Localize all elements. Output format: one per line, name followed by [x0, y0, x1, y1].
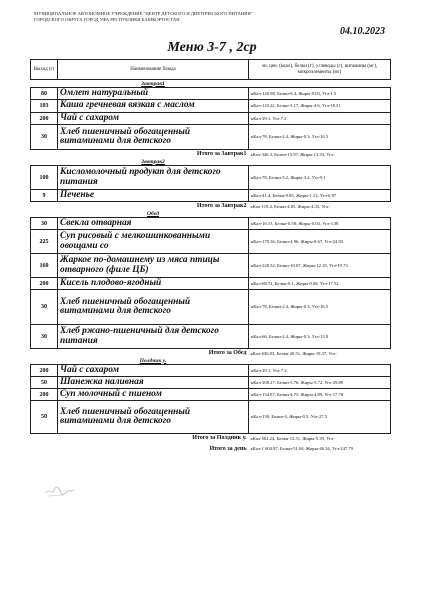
dish-name: Каша гречневая вязкая с маслом: [58, 100, 249, 113]
section-total-row: [31, 434, 391, 443]
day-total-value: кКал-1 604.87, Белки-51.04, Жиры-46.34, Угл-247.79: [250, 446, 353, 451]
nutrition-cell: кКал-66, Белки-2.4, Жиры-0.3, Угл-13.8: [249, 325, 391, 349]
table-row: [31, 218, 391, 230]
output-cell: 30: [31, 325, 58, 349]
dish-name: Свекла отварная: [58, 218, 249, 230]
nutrition-cell: кКал-78, Белки-3.2, Жиры-3.2, Угл-9.1: [249, 166, 391, 190]
nutrition-cell: кКал-29.1, Угл-7.2: [249, 365, 391, 377]
dish-name: Чай с сахаром: [58, 365, 249, 377]
organization-name: МУНИЦИПАЛЬНОЕ АВТОНОМНОЕ УЧРЕЖДЕНИЕ "ЦЕНТР ДЕТСКОГО И ДИЕТИЧЕСКОГО ПИТАНИЯ" ГОРОДСКОГО ОКРУГА ГОРОД УФА РЕСПУБЛИКИ БАШКОРТОСТАН: [34, 11, 253, 22]
output-cell: 50: [31, 377, 58, 389]
dish-name: Хлеб пшеничный обогащенный витаминами для детского: [58, 401, 249, 434]
nutrition-cell: кКал-208.27, Белки-5.76, Жиры-5.72, Угл-29.89: [249, 377, 391, 389]
section-header-breakfast2: [31, 158, 391, 166]
output-cell: 100: [31, 166, 58, 190]
nutrition-cell: кКал-118.22, Белки-3.17, Жиры-4.6, Угл-18.31: [249, 100, 391, 113]
section-title: Обед: [147, 210, 159, 217]
section-total-value: кКал-636.93, Белки-20.51, Жиры-19.37, Угл-: [250, 350, 337, 356]
day-total-row: [31, 442, 391, 455]
menu-date: 04.10.2023: [340, 26, 385, 37]
section-title: Полдник у.: [139, 357, 167, 364]
nutrition-cell: кКал-228.52, Белки-10.07, Жиры-12.18, Угл-19.73: [249, 254, 391, 278]
nutrition-cell: кКал-16.13, Белки-0.58, Жиры-0.04, Угл-3.38: [249, 218, 391, 230]
section-total-label: Итого за Завтрак1: [196, 151, 247, 157]
section-title: Завтрак1: [141, 80, 165, 87]
section-header-afternoon-snack: [31, 357, 391, 365]
output-cell: 50: [31, 401, 58, 434]
nutrition-cell: кКал-41.4, Белки-0.85, Жиры-1.13, Угл-6.97: [249, 190, 391, 202]
section-total-row: [31, 150, 391, 159]
table-row: [31, 325, 391, 349]
dish-name: Печенье: [58, 190, 249, 202]
column-header-dish: Наименование блюда: [58, 60, 249, 80]
output-cell: 80: [31, 88, 58, 100]
dish-name: Суп молочный с пшеном: [58, 389, 249, 401]
dish-name: Суп рисовый с мелкошинкованными овощами со: [58, 230, 249, 254]
table-header: [31, 60, 391, 80]
nutrition-cell: кКал-68.72, Белки-0.1, Жиры-0.08, Угл-17.52: [249, 278, 391, 290]
column-header-nutrition: эн. цен. (ккал), белки (г), углеводы (г), витамины (мг), микроэлементы (мг): [249, 60, 391, 80]
nutrition-cell: кКал-120.98, Белки-8.4, Жиры-9.03, Угл-1.5: [249, 88, 391, 100]
table-row: [31, 377, 391, 389]
table-row: [31, 100, 391, 113]
dish-name: Кисломолочный продукт для детского питания: [58, 166, 249, 190]
output-cell: 200: [31, 365, 58, 377]
dish-name: Хлеб пшеничный обогащенный витаминами для детского: [58, 125, 249, 150]
dish-name: Омлет натуральный: [58, 88, 249, 100]
dish-name: Жаркое по-домашнему из мяса птицы отварного (филе ЦБ): [58, 254, 249, 278]
table-row: [31, 230, 391, 254]
table-row: [31, 166, 391, 190]
section-total-label: Итого за Завтрак2: [196, 203, 247, 209]
section-title: Завтрак2: [141, 158, 165, 165]
output-cell: 200: [31, 278, 58, 290]
table-row: [31, 278, 391, 290]
output-cell: 30: [31, 218, 58, 230]
table-row: [31, 290, 391, 325]
dish-name: Шанежка наливная: [58, 377, 249, 389]
signature-mark: [44, 484, 76, 498]
nutrition-cell: кКал-78, Белки-2.4, Жиры-0.3, Угл-16.5: [249, 125, 391, 150]
nutrition-cell: кКал-78, Белки-2.4, Жиры-0.3, Угл-16.5: [249, 290, 391, 325]
table-row: [31, 113, 391, 125]
section-total-label: Итого за Полдник у.: [192, 435, 247, 441]
section-total-row: [31, 202, 391, 211]
nutrition-cell: кКал-130, Белки-4, Жиры-0.5, Угл-27.5: [249, 401, 391, 434]
section-header-lunch: [31, 210, 391, 218]
table-row: [31, 190, 391, 202]
output-cell: 200: [31, 389, 58, 401]
dish-name: Хлеб ржано-пшеничный для детского питания: [58, 325, 249, 349]
page-title: Меню 3-7 , 2ср: [167, 40, 257, 55]
column-header-output: Выход (г): [31, 60, 58, 80]
section-total-value: кКал-119.4, Белки-4.05, Жиры-4.33, Угл-: [250, 203, 330, 209]
section-total-value: кКал-346.3, Белки-13.97, Жиры-13.33, Угл-: [250, 151, 335, 157]
section-total-row: [31, 349, 391, 358]
output-cell: 30: [31, 290, 58, 325]
nutrition-cell: кКал-134.87, Белки-4.75, Жиры-4.89, Угл-17.76: [249, 389, 391, 401]
output-cell: 225: [31, 230, 58, 254]
output-cell: 200: [31, 113, 58, 125]
nutrition-cell: кКал-29.1, Угл-7.2: [249, 113, 391, 125]
output-cell: 30: [31, 125, 58, 150]
nutrition-cell: кКал-179.56, Белки-4.96, Жиры-8.67, Угл-24.93: [249, 230, 391, 254]
table-row: [31, 365, 391, 377]
table-row: [31, 389, 391, 401]
section-total-value: кКал-502.24, Белки-12.51, Жиры-5.39, Угл-: [250, 435, 335, 441]
table-row: [31, 254, 391, 278]
section-header-breakfast1: [31, 80, 391, 88]
table-row: [31, 88, 391, 100]
table-row: [31, 401, 391, 434]
dish-name: Кисель плодово-ягодный: [58, 278, 249, 290]
output-cell: 160: [31, 254, 58, 278]
output-cell: 103: [31, 100, 58, 113]
dish-name: Чай с сахаром: [58, 113, 249, 125]
day-total-label: Итого за день: [209, 445, 247, 452]
output-cell: 9: [31, 190, 58, 202]
section-total-label: Итого за Обед: [208, 350, 247, 356]
menu-table: [30, 59, 391, 455]
dish-name: Хлеб пшеничный обогащенный витаминами для детского: [58, 290, 249, 325]
table-row: [31, 125, 391, 150]
